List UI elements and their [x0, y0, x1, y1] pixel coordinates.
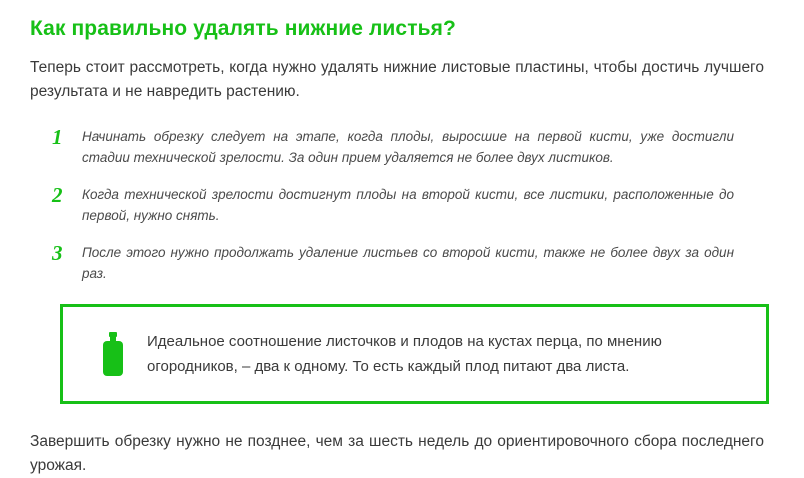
bottle-icon	[83, 332, 143, 376]
step-text: Начинать обрезку следует на этапе, когда плоды, выросшие на первой кисти, уже достигли стадии технической зрелости. За один прием удаляется не более двух листиков.	[82, 129, 734, 165]
step-number: 2	[52, 183, 63, 207]
intro-paragraph: Теперь стоит рассмотреть, когда нужно удалять нижние листовые пластины, чтобы достичь лучшего результата и не навредить растению.	[30, 59, 764, 100]
tip-callout	[60, 304, 769, 404]
page-title: Как правильно удалять нижние листья?	[30, 17, 456, 40]
list-item	[52, 184, 774, 226]
list-item	[52, 126, 774, 168]
step-text: После этого нужно продолжать удаление листьев со второй кисти, также не более двух за один раз.	[82, 245, 734, 281]
steps-list	[52, 126, 774, 284]
step-number: 3	[52, 241, 63, 265]
outro-paragraph: Завершить обрезку нужно не позднее, чем за шесть недель до ориентировочного сбора последнего урожая.	[30, 433, 764, 474]
tip-callout-text: Идеальное соотношение листочков и плодов на кустах перца, по мнению огородников, – два к одному. То есть каждый плод питают два листа.	[147, 333, 662, 375]
step-text: Когда технической зрелости достигнут плоды на второй кисти, все листики, расположенные до первой, нужно снять.	[82, 187, 734, 223]
list-item	[52, 242, 774, 284]
step-number: 1	[52, 125, 63, 149]
